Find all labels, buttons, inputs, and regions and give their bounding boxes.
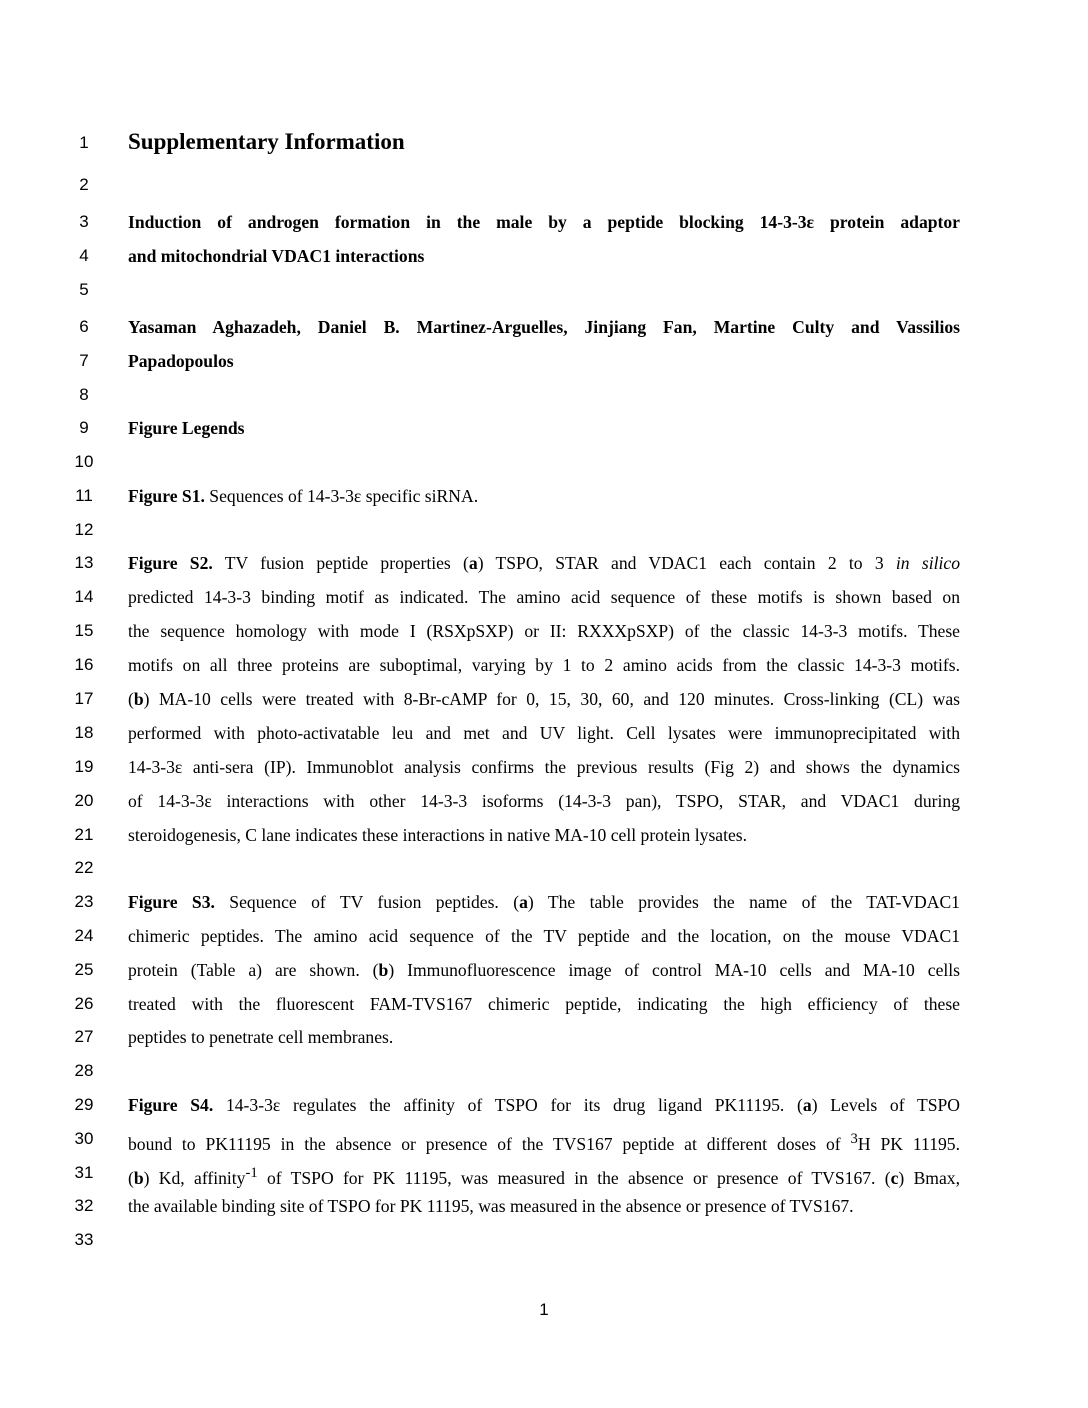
line-number: 28 <box>74 1061 94 1080</box>
panel-label: b <box>133 689 144 709</box>
line-number: 6 <box>79 317 89 336</box>
line-21 <box>0 818 1088 852</box>
line-18 <box>0 716 1088 750</box>
legend-text: of TSPO for PK 11195, was measured in the absence or presence of TVS167. ( <box>257 1167 891 1188</box>
legend-line: predicted 14-3-3 binding motif as indicated. The amino acid sequence of these motifs is shown based on <box>128 587 960 607</box>
line-number: 5 <box>79 280 89 299</box>
line-number: 8 <box>79 385 89 404</box>
legend-line: the sequence homology with mode I (RSXpSXP) or II: RXXXpSXP) of the classic 14-3-3 motifs. These <box>128 621 960 641</box>
line-number: 13 <box>74 553 94 572</box>
line-number: 11 <box>75 486 93 505</box>
line-number: 3 <box>79 212 89 231</box>
line-20 <box>0 784 1088 818</box>
legend-text: bound to PK11195 in the absence or presence of the TVS167 peptide at different doses of <box>128 1133 851 1154</box>
line-15 <box>0 614 1088 648</box>
superscript: 3 <box>850 1131 858 1147</box>
line-8 <box>0 378 1088 412</box>
line-number: 18 <box>74 723 94 742</box>
line-number: 15 <box>74 621 94 640</box>
line-number: 10 <box>74 452 94 471</box>
legend-line <box>128 486 960 506</box>
paper-title-line: and mitochondrial VDAC1 interactions <box>128 246 425 266</box>
legend-text: protein (Table a) are shown. ( <box>128 960 379 980</box>
legend-text: ) MA-10 cells were treated with 8-Br-cAMP for 0, 15, 30, 60, and 120 minutes. Cross-linking (CL) was <box>143 689 960 709</box>
line-17 <box>0 682 1088 716</box>
line-number: 27 <box>74 1027 94 1046</box>
line-32 <box>0 1189 1088 1223</box>
line-number: 12 <box>74 520 94 539</box>
line-number: 14 <box>74 587 94 606</box>
line-31 <box>0 1156 1088 1190</box>
legend-text: ) TSPO, STAR and VDAC1 each contain 2 to 3 <box>477 553 896 573</box>
legend-text: ) Levels of TSPO <box>811 1095 961 1115</box>
line-number: 9 <box>79 418 89 437</box>
line-3 <box>0 205 1088 239</box>
line-number: 32 <box>74 1196 94 1215</box>
figure-label: Figure S4. <box>128 1095 214 1115</box>
line-7 <box>0 344 1088 378</box>
line-11 <box>0 479 1088 513</box>
line-number: 19 <box>74 757 94 776</box>
line-1 <box>0 126 1088 160</box>
line-10 <box>0 445 1088 479</box>
line-number: 26 <box>74 994 94 1013</box>
legend-line: chimeric peptides. The amino acid sequence of the TV peptide and the location, on the mouse VDAC1 <box>128 926 960 946</box>
legend-text: 14-3-3ε regulates the affinity of TSPO for its drug ligand PK11195. ( <box>213 1095 803 1115</box>
line-number: 22 <box>74 858 94 877</box>
legend-line: treated with the fluorescent FAM-TVS167 chimeric peptide, indicating the high efficiency of these <box>128 994 960 1014</box>
legend-line <box>128 1129 960 1154</box>
line-9 <box>0 411 1088 445</box>
line-27 <box>0 1020 1088 1054</box>
line-number: 2 <box>79 175 89 194</box>
legend-line <box>128 1163 960 1188</box>
panel-label: c <box>890 1167 899 1188</box>
line-2 <box>0 168 1088 202</box>
line-26 <box>0 987 1088 1021</box>
legend-line <box>128 960 960 980</box>
line-5 <box>0 273 1088 307</box>
document-title: Supplementary Information <box>128 129 405 154</box>
line-25 <box>0 953 1088 987</box>
panel-label: a <box>468 553 478 573</box>
paper-title-line: Induction of androgen formation in the male by a peptide blocking 14-3-3ε protein adaptor <box>128 212 960 232</box>
legend-line <box>128 892 960 912</box>
line-number: 16 <box>74 655 94 674</box>
legend-line <box>128 689 960 709</box>
legend-line <box>128 1095 960 1115</box>
line-14 <box>0 580 1088 614</box>
line-number: 23 <box>74 892 94 911</box>
legend-line: steroidogenesis, C lane indicates these interactions in native MA-10 cell protein lysates. <box>128 825 748 845</box>
panel-label: a <box>519 892 528 912</box>
line-12 <box>0 513 1088 547</box>
panel-label: a <box>802 1095 812 1115</box>
legend-text: Sequence of TV fusion peptides. ( <box>214 892 520 912</box>
line-number: 7 <box>79 351 89 370</box>
figure-label: Figure S3. <box>128 892 215 912</box>
figure-label: Figure S1. <box>128 486 205 506</box>
legend-line: of 14-3-3ε interactions with other 14-3-3 isoforms (14-3-3 pan), TSPO, STAR, and VDAC1 during <box>128 791 960 811</box>
line-33 <box>0 1223 1088 1257</box>
line-number: 31 <box>74 1163 94 1182</box>
page-number: 1 <box>539 1300 549 1319</box>
line-4 <box>0 239 1088 273</box>
legend-text: H PK 11195. <box>857 1133 960 1154</box>
line-number: 17 <box>74 689 94 708</box>
authors-line: Papadopoulos <box>128 351 234 371</box>
line-number: 33 <box>74 1230 94 1249</box>
line-13 <box>0 546 1088 580</box>
section-heading: Figure Legends <box>128 418 245 438</box>
line-number: 21 <box>74 825 94 844</box>
legend-line: motifs on all three proteins are suboptimal, varying by 1 to 2 amino acids from the classic 14-3-3 motifs. <box>128 655 960 675</box>
legend-text: Sequences of 14-3-3ε specific siRNA. <box>204 486 479 506</box>
superscript: -1 <box>245 1165 258 1181</box>
panel-label: b <box>378 960 389 980</box>
legend-text: ) Bmax, <box>898 1167 960 1188</box>
legend-text: ( <box>128 689 134 709</box>
authors-line: Yasaman Aghazadeh, Daniel B. Martinez-Arguelles, Jinjiang Fan, Martine Culty and Vassilios <box>128 317 960 337</box>
line-number: 4 <box>79 246 89 265</box>
line-number: 24 <box>74 926 94 945</box>
legend-text: TV fusion peptide properties ( <box>212 553 469 573</box>
line-6 <box>0 310 1088 344</box>
line-number: 1 <box>79 133 89 152</box>
line-19 <box>0 750 1088 784</box>
line-23 <box>0 885 1088 919</box>
legend-text: ) Kd, affinity <box>143 1167 246 1188</box>
line-number: 29 <box>74 1095 94 1114</box>
italic-term: in silico <box>895 553 960 573</box>
line-28 <box>0 1054 1088 1088</box>
legend-text: ) The table provides the name of the TAT-VDAC1 <box>527 892 960 912</box>
line-number: 30 <box>74 1129 94 1148</box>
line-29 <box>0 1088 1088 1122</box>
line-16 <box>0 648 1088 682</box>
line-30 <box>0 1122 1088 1156</box>
panel-label: b <box>133 1167 144 1188</box>
line-number: 20 <box>74 791 94 810</box>
legend-line: 14-3-3ε anti-sera (IP). Immunoblot analysis confirms the previous results (Fig 2) and shows the dynamics <box>128 757 960 777</box>
legend-line <box>128 553 960 573</box>
legend-text: ) Immunofluorescence image of control MA-10 cells and MA-10 cells <box>388 960 961 980</box>
line-22 <box>0 851 1088 885</box>
line-number: 25 <box>74 960 94 979</box>
legend-line: the available binding site of TSPO for PK 11195, was measured in the absence or presence of TVS167. <box>128 1196 854 1216</box>
legend-line: peptides to penetrate cell membranes. <box>128 1027 394 1047</box>
legend-line: performed with photo-activatable leu and met and UV light. Cell lysates were immunoprecipitated with <box>128 723 960 743</box>
line-24 <box>0 919 1088 953</box>
figure-label: Figure S2. <box>128 553 213 573</box>
legend-text: ( <box>128 1167 134 1188</box>
